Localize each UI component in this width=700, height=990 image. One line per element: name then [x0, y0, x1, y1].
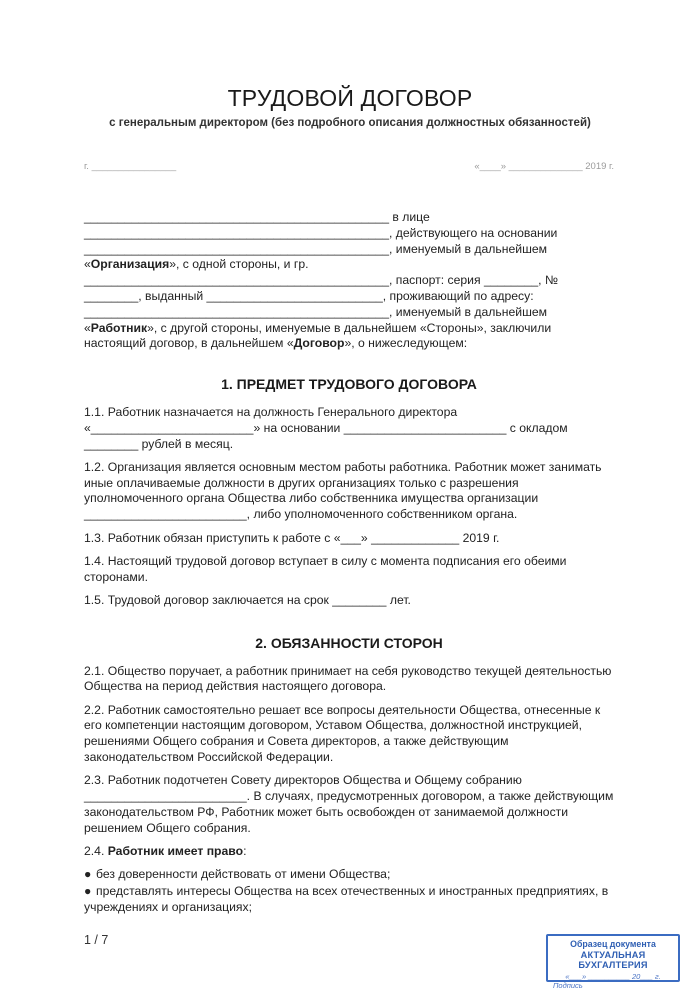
clause-1-2: 1.2. Организация является основным местом работы работника. Работник может занимать иные оплачиваемые должности в других организациях только с разрешения уполномоченного органа Общества либо собственника имущества организации ________________________, либо уполномоченного собственником органа.	[84, 459, 602, 522]
sample-stamp	[546, 934, 680, 990]
preamble	[84, 210, 614, 352]
clause-2-1: 2.1. Общество поручает, а работник принимает на себя руководство текущей деятельностью Общества на период действия настоящего договора.	[84, 663, 612, 694]
contract-term: Договор	[293, 336, 345, 351]
clause-2-3: 2.3. Работник подотчетен Совету директоров Общества и Общему собранию ________________________. В случаях, предусмотренных договором, а также действующим законодательством РФ, Работник может быть освобожден от занимаемой должности решением Общего собрания.	[84, 773, 614, 835]
section-heading-1: 1. ПРЕДМЕТ ТРУДОВОГО ДОГОВОРА	[221, 376, 477, 393]
stamp-line: Подпись	[553, 981, 583, 990]
preamble-line: ________, выданный __________________________, проживающий по адресу:	[84, 288, 534, 303]
rights-list	[84, 867, 614, 915]
list-item: ● без доверенности действовать от имени Общества;	[84, 867, 391, 882]
preamble-line: _____________________________________________, именуемый в дальнейшем	[84, 304, 548, 319]
stamp-line: Образец документа	[570, 939, 656, 949]
preamble-line: «Организация», с одной стороны, и гр.	[84, 257, 309, 272]
date-field: «____» ______________ 2019 г.	[474, 161, 614, 172]
document-subtitle: с генеральным директором (без подробного описания должностных обязанностей)	[109, 117, 591, 129]
employee-term: Работник	[90, 320, 148, 335]
clause-2-4: 2.4. Работник имеет право:	[84, 844, 247, 858]
document-title: ТРУДОВОЙ ДОГОВОР	[227, 85, 473, 111]
document-body	[84, 210, 614, 917]
bullet-icon: ●	[84, 884, 92, 899]
preamble-line: _____________________________________________, действующего на основании	[84, 225, 558, 240]
bullet-icon: ●	[84, 867, 92, 882]
rights-term: Работник имеет право	[107, 844, 244, 858]
clause-2-2: 2.2. Работник самостоятельно решает все вопросы деятельности Общества, отнесенные к его компетенции настоящим договором, Уставом Общества, должностной инструкцией, решениями Общего собрания и Совета директоров, а также действующим законодательством Российской Федерации.	[84, 702, 601, 765]
clause-1-4: 1.4. Настоящий трудовой договор вступает в силу с момента подписания его обеими сторонами.	[84, 553, 567, 584]
place-field: г. ________________	[84, 161, 177, 172]
stamp-line: «___» __________ 20___ г.	[565, 972, 661, 981]
stamp-line: АКТУАЛЬНАЯ БУХГАЛТЕРИЯ	[578, 950, 648, 970]
list-item: ● представлять интересы Общества на всех отечественных и иностранных предприятиях, в учреждениях и организациях;	[84, 884, 609, 914]
clause-1-5: 1.5. Трудовой договор заключается на срок ________ лет.	[84, 592, 411, 607]
organization-term: Организация	[90, 257, 170, 272]
section-heading-2: 2. ОБЯЗАННОСТИ СТОРОН	[255, 634, 443, 651]
preamble-line: «Работник», с другой стороны, именуемые в дальнейшем «Стороны», заключили настоящий договор, в дальнейшем «Договор», о нижеследующем:	[84, 320, 552, 351]
page-number: 1 / 7	[84, 933, 109, 947]
preamble-line: _____________________________________________, паспорт: серия ________, №	[84, 273, 559, 288]
clause-1-3: 1.3. Работник обязан приступить к работе с «___» _____________ 2019 г.	[84, 530, 500, 545]
preamble-line: _____________________________________________ в лице	[84, 210, 430, 224]
preamble-line: _____________________________________________, именуемый в дальнейшем	[84, 241, 548, 256]
clause-1-1: 1.1. Работник назначается на должность Генерального директора «________________________» на основании ________________________ с окладом ________ рублей в месяц.	[84, 404, 568, 451]
